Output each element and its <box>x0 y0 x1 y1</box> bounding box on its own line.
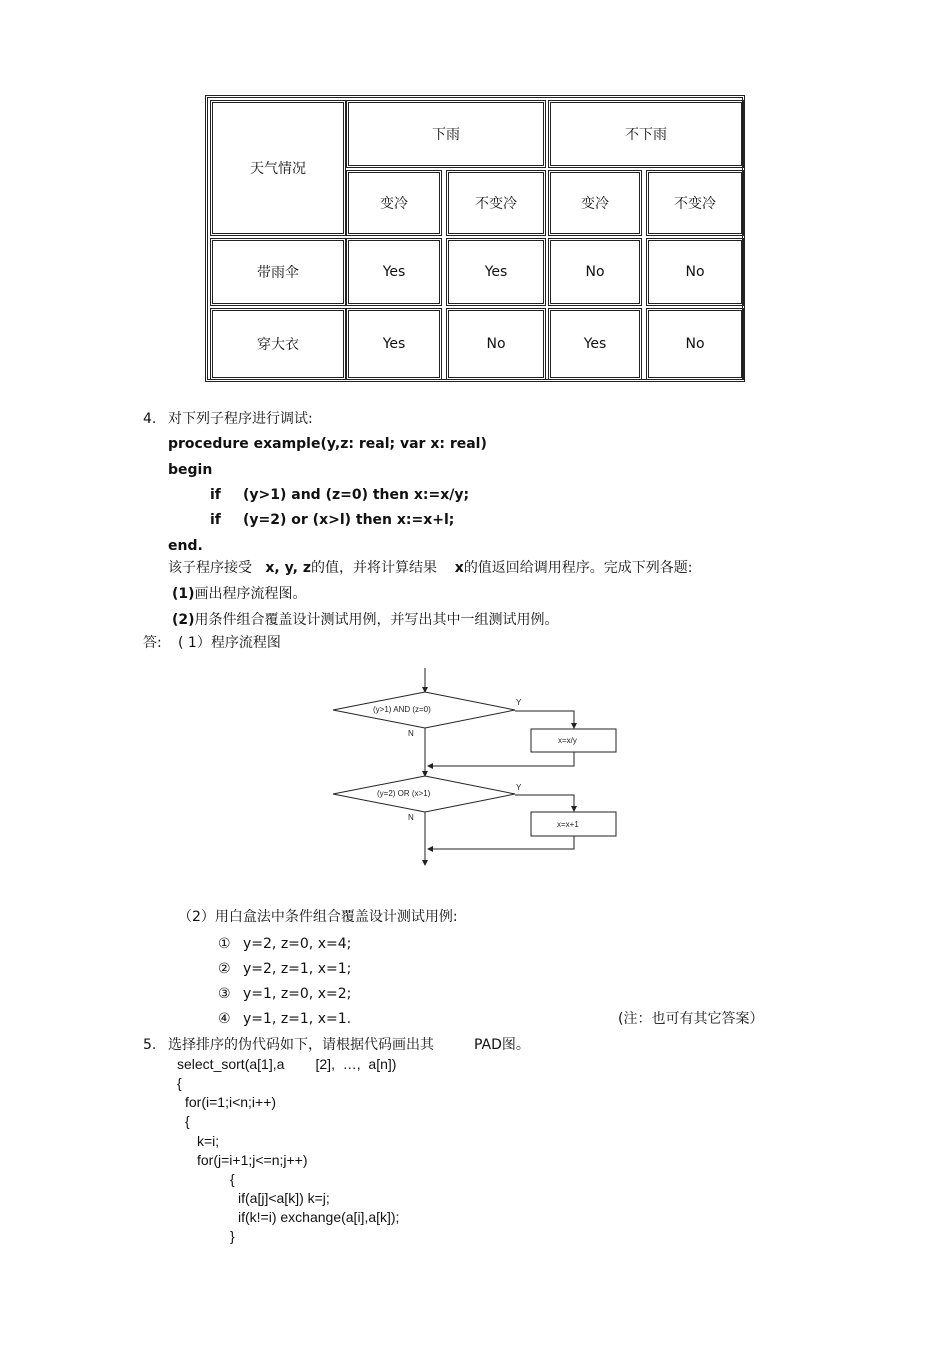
table-row-label <box>210 308 346 380</box>
row-label: 穿大衣 <box>257 337 299 353</box>
subheader-label: 变冷 <box>380 196 408 212</box>
q4-description <box>168 559 693 577</box>
yes-label-1: Y <box>516 698 522 707</box>
cell-value: Yes <box>382 336 406 352</box>
table-cell <box>548 308 642 380</box>
no-label-1: N <box>408 729 414 738</box>
no-label-2: N <box>408 813 414 822</box>
cell-value: No <box>486 336 506 352</box>
code-line: } <box>230 1228 235 1244</box>
code-line: for(i=1;i<n;i++) <box>185 1094 277 1110</box>
code-line: (y>1) and (z=0) then x:=x/y; <box>243 487 470 503</box>
header-no-rain-label: 不下雨 <box>625 127 667 143</box>
subheader-label: 不变冷 <box>475 196 517 212</box>
code-keyword: if <box>210 512 221 528</box>
code-line: if(k!=i) exchange(a[i],a[k]); <box>238 1209 400 1225</box>
table-subheader <box>346 170 442 236</box>
table-cell <box>548 238 642 306</box>
case-mark: ② <box>218 961 231 977</box>
desc-text: 的值，并将计算结果 <box>310 560 437 576</box>
q5-title-text: 选择排序的伪代码如下，请根据代码画出其 <box>168 1037 434 1053</box>
decision-2-label: (y=2) OR (x>1) <box>377 789 431 798</box>
code-line: for(j=i+1;j<=n;j++) <box>197 1152 308 1168</box>
action-1-label: x=x/y <box>558 736 577 745</box>
code-line: if(a[j]<a[k]) k=j; <box>238 1190 330 1206</box>
q4-number: 4. <box>143 411 157 427</box>
action-2-label: x=x+1 <box>557 820 579 829</box>
cell-value: Yes <box>583 336 607 352</box>
test-case: y=1, z=0, x=2; <box>243 986 352 1002</box>
header-rain-label: 下雨 <box>432 127 460 143</box>
q4-title: 对下列子程序进行调试: <box>168 411 313 427</box>
table-subheader <box>446 170 546 236</box>
table-row-label <box>210 238 346 306</box>
flowchart <box>325 665 625 870</box>
answer-label: 答: <box>143 635 162 651</box>
table-corner-cell <box>210 100 346 236</box>
table-cell <box>446 308 546 380</box>
cell-value: Yes <box>382 264 406 280</box>
answer-part2: （2）用白盒法中条件组合覆盖设计测试用例: <box>178 909 458 925</box>
q5-number: 5. <box>143 1037 157 1053</box>
desc-vars: x, y, z <box>265 560 311 576</box>
code-line: k=i; <box>197 1133 220 1149</box>
code-line: { <box>185 1113 190 1129</box>
yes-label-2: Y <box>516 783 522 792</box>
test-case: y=2, z=1, x=1; <box>243 961 352 977</box>
sub-text: 用条件组合覆盖设计测试用例，并写出其中一组测试用例。 <box>194 612 559 628</box>
answer-note: (注：也可有其它答案） <box>618 1011 764 1027</box>
case-mark: ③ <box>218 986 231 1002</box>
cell-value: Yes <box>484 264 508 280</box>
cell-value: No <box>585 264 605 280</box>
desc-var-x: x <box>454 560 464 576</box>
cell-value: No <box>685 336 705 352</box>
table-subheader <box>548 170 642 236</box>
case-mark: ④ <box>218 1011 231 1027</box>
merge-line-1 <box>428 752 574 766</box>
decision-table <box>205 95 745 382</box>
cell-value: No <box>685 264 705 280</box>
subheader-label: 不变冷 <box>674 196 716 212</box>
q5-title-pad: PAD图。 <box>474 1037 530 1053</box>
test-case: y=1, z=1, x=1. <box>243 1011 352 1027</box>
q5-title <box>168 1036 530 1054</box>
table-cell <box>646 308 744 380</box>
code-line: procedure example(y,z: real; var x: real) <box>168 436 487 452</box>
q4-sub1 <box>172 585 307 603</box>
q4-sub2 <box>172 611 559 629</box>
table-cell <box>346 308 442 380</box>
code-line: (y=2) or (x>l) then x:=x+l; <box>243 512 455 528</box>
table-corner-label: 天气情况 <box>250 161 306 177</box>
sub-number: (2) <box>172 612 195 628</box>
sub-number: (1) <box>172 586 195 602</box>
table-cell <box>346 238 442 306</box>
sub-text: 画出程序流程图。 <box>194 586 307 602</box>
merge-line-2 <box>428 836 574 849</box>
desc-text: 的值返回给调用程序。完成下列各题: <box>463 560 693 576</box>
case-mark: ① <box>218 936 231 952</box>
desc-text: 该子程序接受 <box>168 560 252 576</box>
code-keyword: if <box>210 487 221 503</box>
code-line: { <box>177 1075 182 1091</box>
table-subheader <box>646 170 744 236</box>
answer-part1: ( 1）程序流程图 <box>178 635 281 651</box>
test-case: y=2, z=0, x=4; <box>243 936 352 952</box>
code-line: select_sort(a[1],a [2], …, a[n]) <box>177 1056 397 1072</box>
code-line: begin <box>168 462 213 478</box>
table-cell <box>646 238 744 306</box>
subheader-label: 变冷 <box>581 196 609 212</box>
row-label: 带雨伞 <box>257 265 299 281</box>
table-header-rain <box>346 100 546 168</box>
code-line: end. <box>168 538 203 554</box>
yes-branch-2 <box>515 795 574 811</box>
table-header-no-rain <box>548 100 744 168</box>
yes-branch-1 <box>515 711 574 728</box>
code-line: { <box>230 1171 235 1187</box>
decision-1-label: (y>1) AND (z=0) <box>373 705 431 714</box>
table-cell <box>446 238 546 306</box>
